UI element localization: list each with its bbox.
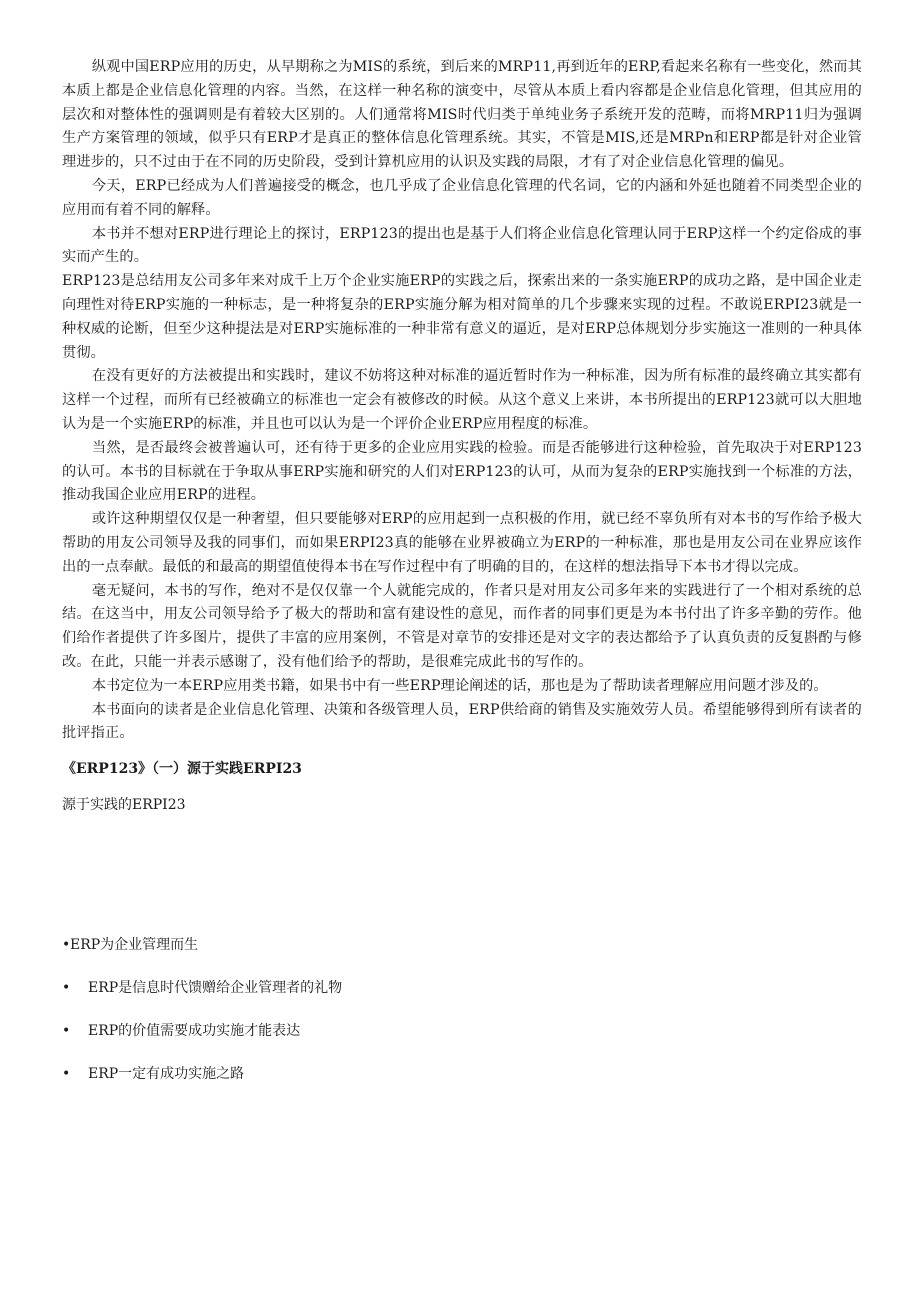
bullet-marker: • xyxy=(62,937,71,954)
paragraph-10: 本书面向的读者是企业信息化管理、决策和各级管理人员，ERP供给商的销售及实施效劳人员。希望能够得到所有读者的批评指正。 xyxy=(62,701,862,742)
paragraph-3: 本书并不想对ERP进行理论上的探讨，ERP123的提出也是基于人们将企业信息化管理认同于ERP这样一个约定俗成的事实而产生的。 xyxy=(62,225,862,266)
paragraph-1: 纵观中国ERP应用的历史，从早期称之为MIS的系统，到后来的MRP11,再到近年的ERP,看起来名称有一些变化，然而其本质上都是企业信息化管理的内容。当然，在这样一种名称的演变中，尽管从本质上看内容都是企业信息化管理，但其应用的层次和对整体性的强调则是有着较大区别的。人们通常将MIS时代归类于单纯业务子系统开发的范畴，而将MRP11归为强调生产方案管理的领域，似乎只有ERP才是真正的整体信息化管理系统。其实，不管是MIS,还是MRPn和ERP都是针对企业管理进步的，只不过由于在不同的历史阶段，受到计算机应用的认识及实践的局限，才有了对企业信息化管理的偏见。 xyxy=(62,59,862,171)
preface-body xyxy=(62,56,862,746)
paragraph-9: 本书定位为一本ERP应用类书籍，如果书中有一些ERP理论阐述的话，那也是为了帮助读者理解应用问题才涉及的。 xyxy=(91,677,828,694)
bullet-marker: • xyxy=(62,980,71,997)
paragraph-8: 毫无疑问，本书的写作，绝对不是仅仅靠一个人就能完成的，作者只是对用友公司多年来的实践进行了一个相对系统的总结。在这当中，用友公司领导给予了极大的帮助和富有建设性的意见，而作者的同事们更是为本书付出了许多辛勤的劳作。他们给作者提供了许多图片，提供了丰富的应用案例，不管是对章节的安排还是对文字的表达都给予了认真负责的反复斟酌与修改。在此，只能一并表示感谢了，没有他们给予的帮助，是很难完成此书的写作的。 xyxy=(62,582,862,670)
list-item-text: ERP一定有成功实施之路 xyxy=(88,1066,245,1083)
paragraph-5: 在没有更好的方法被提出和实践时，建议不妨将这种对标准的逼近暂时作为一种标准，因为所有标准的最终确立其实都有这样一个过程，而所有已经被确立的标准也一定会有被修改的时候。从这个意义上来讲，本书所提出的ERP123就可以大胆地认为是一个实施ERP的标准，并且也可以认为是一个评价企业ERP应用程度的标准。 xyxy=(62,368,862,432)
bullet-marker: • xyxy=(62,1066,71,1083)
paragraph-7: 或许这种期望仅仅是一种奢望，但只要能够对ERP的应用起到一点积极的作用，就已经不辜负所有对本书的写作给予极大帮助的用友公司领导及我的同事们，而如果ERPI23真的能够在业界被确立为ERP的一种标准，那也是用友公司在业界应该作出的一点奉献。最低的和最高的期望值使得本书在写作过程中有了明确的目的，在这样的想法指导下本书才得以完成。 xyxy=(62,511,862,575)
paragraph-2: 今天，ERP已经成为人们普遍接受的概念，也几乎成了企业信息化管理的代名词，它的内涵和外延也随着不同类型企业的应用而有着不同的解释。 xyxy=(62,177,862,218)
list-item xyxy=(62,1063,862,1085)
list-item xyxy=(62,1020,862,1042)
section-subheading: 源于实践的ERPI23 xyxy=(62,797,186,814)
list-item-text: ERP是信息时代馈赠给企业管理者的礼物 xyxy=(88,980,343,997)
paragraph-4: ERP123是总结用友公司多年来对成千上万个企业实施ERP的实践之后，探索出来的一条实施ERP的成功之路，是中国企业走向理性对待ERP实施的一种标志，是一种将复杂的ERP实施分解为相对简单的几个步骤来实现的过程。不敢说ERPI23就是一种权威的论断，但至少这种提法是对ERP实施标准的一种非常有意义的逼近，是对ERP总体规划分步实施这一准则的一种具体贯彻。 xyxy=(62,273,862,361)
list-item-main xyxy=(62,934,862,956)
paragraph-6: 当然，是否最终会被普遍认可，还有待于更多的企业应用实践的检验。而是否能够进行这种检验，首先取决于对ERP123的认可。本书的目标就在于争取从事ERP实施和研究的人们对ERP123的认可，从而为复杂的ERP实施找到一个标准的方法，推动我国企业应用ERP的进程。 xyxy=(62,439,862,504)
bullet-list xyxy=(62,934,862,1085)
list-item-text: ERP为企业管理而生 xyxy=(70,937,199,954)
list-item xyxy=(62,977,862,999)
section-heading: 《ERP123》（一）源于实践ERPI23 xyxy=(62,761,302,778)
bullet-marker: • xyxy=(62,1023,71,1040)
list-item-text: ERP的价值需要成功实施才能表达 xyxy=(88,1023,301,1040)
